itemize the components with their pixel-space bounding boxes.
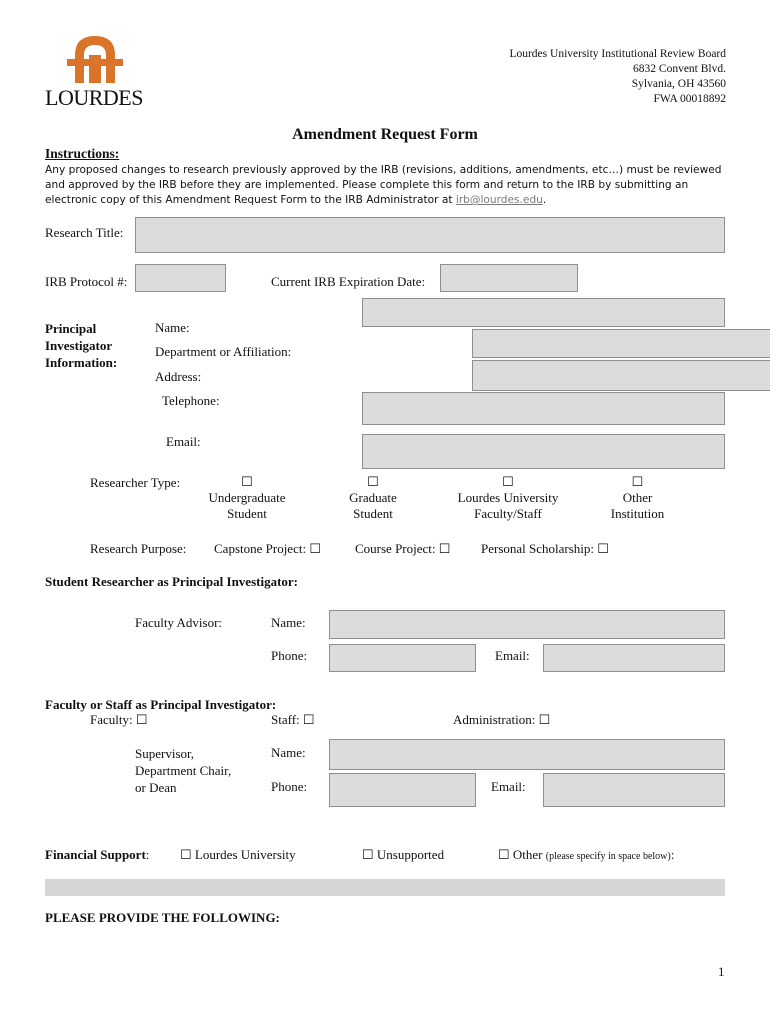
option-label: Faculty/Staff bbox=[474, 506, 542, 521]
pi-department-label: Department or Affiliation: bbox=[155, 344, 292, 359]
pi-name-label: Name: bbox=[155, 320, 190, 335]
supervisor-line: Supervisor, bbox=[135, 746, 195, 761]
option-label: Other bbox=[622, 490, 653, 505]
financial-support-label bbox=[45, 847, 149, 863]
pi-email-label: Email: bbox=[166, 434, 201, 449]
supervisor-name-label: Name: bbox=[271, 745, 306, 760]
logo-arch-icon bbox=[65, 33, 125, 83]
option-label: Student bbox=[353, 506, 393, 521]
faculty-advisor-label: Faculty Advisor: bbox=[135, 615, 223, 630]
supervisor-email-label: Email: bbox=[491, 779, 526, 794]
purpose-capstone-checkbox[interactable]: Capstone Project: ☐ bbox=[214, 541, 321, 556]
researcher-type-faculty-staff[interactable] bbox=[443, 474, 573, 522]
org-line: Sylvania, OH 43560 bbox=[631, 78, 726, 90]
checkbox-icon[interactable]: ☐ bbox=[367, 474, 379, 489]
staff-checkbox[interactable]: Staff: ☐ bbox=[271, 712, 315, 727]
option-label: Graduate bbox=[349, 490, 397, 505]
supervisor-phone-input[interactable] bbox=[329, 773, 476, 807]
pi-heading-line: Information: bbox=[45, 355, 118, 370]
research-title-input[interactable] bbox=[135, 217, 725, 253]
financial-lourdes-checkbox[interactable]: ☐ Lourdes University bbox=[180, 847, 296, 862]
financial-other-checkbox[interactable] bbox=[498, 847, 674, 863]
page-title: Amendment Request Form bbox=[292, 126, 478, 143]
instructions-heading: Instructions: bbox=[45, 146, 120, 161]
financial-other-input[interactable] bbox=[45, 879, 725, 896]
checkbox-icon[interactable]: ☐ bbox=[502, 474, 514, 489]
supervisor-label bbox=[135, 745, 231, 796]
advisor-phone-input[interactable] bbox=[329, 644, 476, 672]
pi-telephone-label: Telephone: bbox=[162, 393, 220, 408]
org-line: Lourdes University Institutional Review Board bbox=[509, 48, 726, 60]
option-label: Lourdes University bbox=[457, 490, 559, 505]
pi-heading-line: Investigator bbox=[45, 338, 113, 353]
faculty-section-heading: Faculty or Staff as Principal Investigator: bbox=[45, 697, 277, 712]
checkbox-icon[interactable]: ☐ bbox=[631, 474, 644, 489]
expiration-date-input[interactable] bbox=[440, 264, 578, 292]
expiration-date-label: Current IRB Expiration Date: bbox=[271, 274, 426, 289]
purpose-personal-checkbox[interactable]: Personal Scholarship: ☐ bbox=[481, 541, 609, 556]
supervisor-line: Department Chair, bbox=[135, 763, 232, 778]
page-number: 1 bbox=[718, 964, 725, 979]
pi-name-input[interactable] bbox=[362, 298, 725, 327]
instructions-body: Any proposed changes to research previously approved by the IRB (revisions, additions, amendments, etc…) must be reviewed and approved by the IRB before they are implemented. Please complete this form and return to the IRB by submitting an electronic copy of this Amendment Request Form to the IRB Administrator at bbox=[45, 164, 722, 206]
org-address bbox=[380, 47, 726, 107]
pi-address-label: Address: bbox=[155, 369, 202, 384]
pi-telephone-input[interactable] bbox=[362, 392, 725, 425]
org-line: 6832 Convent Blvd. bbox=[633, 63, 726, 75]
checkbox-icon[interactable]: ☐ bbox=[241, 474, 253, 489]
supervisor-phone-label: Phone: bbox=[271, 779, 308, 794]
financial-other-label: ☐ Other bbox=[498, 847, 543, 862]
researcher-type-other[interactable] bbox=[590, 474, 685, 522]
financial-support-colon: : bbox=[145, 847, 150, 862]
administration-checkbox[interactable]: Administration: ☐ bbox=[453, 712, 551, 727]
instructions-end: . bbox=[542, 194, 547, 206]
option-label: Undergraduate bbox=[208, 490, 286, 505]
supervisor-line: or Dean bbox=[135, 780, 177, 795]
research-purpose-label: Research Purpose: bbox=[90, 541, 187, 556]
option-label: Student bbox=[227, 506, 267, 521]
pi-email-input[interactable] bbox=[362, 434, 725, 469]
faculty-checkbox[interactable]: Faculty: ☐ bbox=[90, 712, 148, 727]
financial-unsupported-checkbox[interactable]: ☐ Unsupported bbox=[362, 847, 445, 862]
student-section-heading: Student Researcher as Principal Investigator: bbox=[45, 574, 298, 589]
irb-protocol-label: IRB Protocol #: bbox=[45, 274, 128, 289]
advisor-email-label: Email: bbox=[495, 648, 530, 663]
advisor-phone-label: Phone: bbox=[271, 648, 308, 663]
advisor-name-label: Name: bbox=[271, 615, 306, 630]
researcher-type-undergraduate[interactable] bbox=[187, 474, 307, 522]
irb-protocol-input[interactable] bbox=[135, 264, 226, 292]
option-label: Institution bbox=[610, 506, 665, 521]
research-title-label: Research Title: bbox=[45, 225, 124, 240]
advisor-name-input[interactable] bbox=[329, 610, 725, 639]
financial-other-colon: : bbox=[670, 847, 675, 862]
pi-department-input[interactable] bbox=[472, 329, 770, 358]
pi-address-input[interactable] bbox=[472, 360, 770, 391]
pi-heading bbox=[45, 320, 117, 371]
provide-heading: PLEASE PROVIDE THE FOLLOWING: bbox=[45, 910, 280, 925]
advisor-email-input[interactable] bbox=[543, 644, 725, 672]
lourdes-logo bbox=[45, 33, 145, 108]
logo-wordmark: LOURDES bbox=[45, 85, 143, 110]
financial-support-text: Financial Support bbox=[45, 847, 146, 862]
irb-email-link[interactable]: irb@lourdes.edu bbox=[455, 194, 543, 206]
instructions-text bbox=[45, 163, 727, 208]
org-line: FWA 00018892 bbox=[653, 93, 726, 105]
pi-heading-line: Principal bbox=[45, 321, 97, 336]
supervisor-name-input[interactable] bbox=[329, 739, 725, 770]
supervisor-email-input[interactable] bbox=[543, 773, 725, 807]
purpose-course-checkbox[interactable]: Course Project: ☐ bbox=[355, 541, 451, 556]
financial-other-note: (please specify in space below) bbox=[545, 851, 671, 862]
researcher-type-graduate[interactable] bbox=[323, 474, 423, 522]
researcher-type-label: Researcher Type: bbox=[90, 475, 181, 490]
